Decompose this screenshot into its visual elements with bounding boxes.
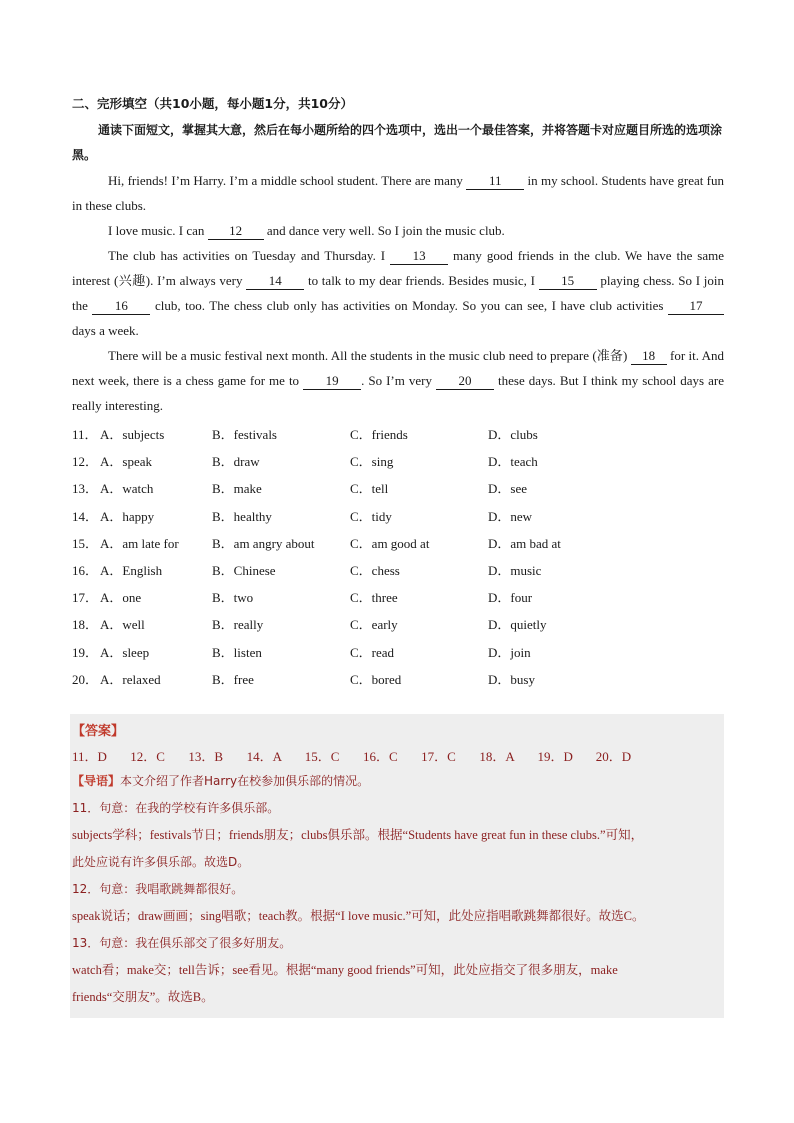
- option-c: C．three: [350, 590, 398, 606]
- option-c: C．tidy: [350, 508, 392, 524]
- passage-paragraph-3: [72, 243, 724, 343]
- option-c: C．bored: [350, 671, 402, 687]
- option-a: A．relaxed: [100, 671, 161, 687]
- option-row: [72, 583, 724, 610]
- question-number: 20．: [72, 671, 99, 687]
- option-row: [72, 420, 724, 447]
- option-row: [72, 638, 724, 665]
- option-b: B．listen: [212, 644, 262, 660]
- blank-12: 12: [208, 223, 264, 240]
- section-heading: 二、完形填空（共10小题，每小题1分，共10分）: [72, 96, 353, 111]
- option-c: C．tell: [350, 481, 389, 497]
- option-c: C．am good at: [350, 535, 430, 551]
- blank-13: 13: [390, 248, 448, 265]
- answer-key: 12．C: [130, 749, 165, 764]
- answer-panel: [70, 714, 724, 1018]
- answer-key: 14．A: [246, 749, 282, 764]
- answer-title: 【答案】: [72, 724, 125, 739]
- option-b: B．two: [212, 590, 254, 606]
- exam-section: [72, 94, 724, 692]
- answer-key: 17．C: [421, 749, 456, 764]
- question-number: 12．: [72, 454, 99, 470]
- section-instruction: 通读下面短文，掌握其大意，然后在每小题所给的四个选项中，选出一个最佳答案，并将答题卡对应题目所选的选项涂黑。: [72, 123, 723, 162]
- option-a: A．sleep: [100, 644, 150, 660]
- passage-text: I love music. I can: [108, 223, 208, 238]
- option-d: D．teach: [488, 454, 538, 470]
- passage-text: days a week.: [72, 323, 139, 338]
- answer-key: 13．B: [188, 749, 224, 764]
- question-number: 17．: [72, 590, 99, 606]
- passage-paragraph-2: [72, 218, 724, 243]
- option-d: D．see: [488, 481, 527, 497]
- question-number: 16．: [72, 563, 99, 579]
- option-row: [72, 474, 724, 501]
- question-number: 18．: [72, 617, 99, 633]
- option-c: C．friends: [350, 427, 408, 443]
- passage-text: many good friends in the club. We have the same interest (兴趣). I’m always very: [72, 248, 724, 288]
- passage-text: . So I’m very: [361, 373, 436, 388]
- passage-text: these days. But I think my school days are really interesting.: [72, 373, 724, 413]
- option-a: A．one: [100, 590, 142, 606]
- answer-key: 18．A: [479, 749, 515, 764]
- question-number: 13．: [72, 481, 99, 497]
- option-row: [72, 556, 724, 583]
- guide-tag: 【导语】: [72, 774, 121, 788]
- passage-text: There will be a music festival next month. All the students in the music club need to prepare (准备): [108, 348, 631, 363]
- passage-text: to talk to my dear friends. Besides music, I: [304, 273, 539, 288]
- explanation-13-line-2: friends“交朋友”。故选B。: [72, 990, 214, 1004]
- passage-text: Hi, friends! I’m Harry. I’m a middle school student. There are many: [108, 173, 467, 188]
- explanation-title-12: 12．句意：我唱歌跳舞都很好。: [72, 882, 244, 896]
- option-a: A．speak: [100, 454, 152, 470]
- option-a: A．English: [100, 563, 163, 579]
- passage-text: club, too. The chess club only has activities on Monday. So you can see, I have club activities: [150, 298, 668, 313]
- passage-paragraph-1: [72, 168, 724, 218]
- explanation-13-line-1: watch看；make交；tell告诉；see看见。根据“many good friends”可知，此处应指交了很多朋友，make: [72, 963, 618, 977]
- blank-19: 19: [303, 373, 361, 390]
- answer-key: 16．C: [362, 749, 398, 764]
- option-a: A．am late for: [100, 535, 179, 551]
- option-b: B．draw: [212, 454, 260, 470]
- option-b: B．free: [212, 671, 254, 687]
- passage-text: and dance very well. So I join the music club.: [263, 223, 505, 238]
- option-row: [72, 529, 724, 556]
- question-number: 14．: [72, 508, 99, 524]
- option-a: A．happy: [100, 508, 155, 524]
- explanation-12-line-1: speak说话；draw画画；sing唱歌；teach教。根据“I love music.”可知，此处应指唱歌跳舞都很好。故选C。: [72, 909, 645, 923]
- option-b: B．healthy: [212, 508, 272, 524]
- blank-14: 14: [246, 273, 304, 290]
- option-d: D．quietly: [488, 617, 547, 633]
- option-d: D．four: [488, 590, 533, 606]
- passage-text: for it. And next week, there is a chess game for me to: [72, 348, 724, 388]
- explanation-title-11: 11．句意：在我的学校有许多俱乐部。: [72, 801, 280, 815]
- answer-keys: [72, 746, 654, 765]
- option-c: C．early: [350, 617, 398, 633]
- option-b: B．festivals: [212, 427, 277, 443]
- option-d: D．music: [488, 563, 542, 579]
- passage-text: in my school. Students have great fun in these clubs.: [72, 173, 724, 213]
- option-a: A．well: [100, 617, 145, 633]
- answer-key: 20．D: [595, 749, 632, 764]
- guide-text: 本文介绍了作者Harry在校参加俱乐部的情况。: [120, 774, 370, 788]
- option-row: [72, 610, 724, 637]
- passage-text: playing chess. So I join the: [72, 273, 725, 313]
- option-b: B．make: [212, 481, 262, 497]
- option-row: [72, 502, 724, 529]
- option-b: B．really: [212, 617, 264, 633]
- option-d: D．new: [488, 508, 533, 524]
- option-d: D．am bad at: [488, 535, 561, 551]
- passage-text: The club has activities on Tuesday and Thursday. I: [108, 248, 391, 263]
- blank-17: 17: [668, 298, 724, 315]
- blank-18: 18: [631, 348, 667, 365]
- guide-line: [72, 768, 724, 795]
- option-row: [72, 665, 724, 692]
- explanation-title-13: 13．句意：我在俱乐部交了很多好朋友。: [72, 936, 292, 950]
- option-a: A．subjects: [100, 427, 165, 443]
- question-number: 11．: [72, 427, 98, 443]
- passage-paragraph-4: [72, 343, 724, 418]
- blank-15: 15: [539, 273, 597, 290]
- option-d: D．join: [488, 644, 531, 660]
- option-b: B．am angry about: [212, 535, 315, 551]
- option-row: [72, 447, 724, 474]
- question-number: 15．: [72, 535, 99, 551]
- blank-16: 16: [92, 298, 150, 315]
- cloze-passage: [72, 168, 724, 418]
- answer-key: 19．D: [537, 749, 573, 764]
- blank-11: 11: [466, 173, 524, 190]
- explanation-11-line-1: subjects学科；festivals节日；friends朋友；clubs俱乐部。根据“Students have great fun in these clubs.”可知，: [72, 828, 644, 842]
- option-c: C．sing: [350, 454, 394, 470]
- option-b: B．Chinese: [212, 563, 276, 579]
- options-list: [72, 420, 724, 692]
- option-d: D．clubs: [488, 427, 538, 443]
- option-a: A．watch: [100, 481, 154, 497]
- option-d: D．busy: [488, 671, 535, 687]
- option-c: C．read: [350, 644, 395, 660]
- question-number: 19．: [72, 644, 99, 660]
- option-c: C．chess: [350, 563, 400, 579]
- answer-key: 15．C: [304, 749, 340, 764]
- answer-key: 11．D: [72, 749, 107, 764]
- explanation-11-line-2: 此处应说有许多俱乐部。故选D。: [72, 855, 250, 869]
- blank-20: 20: [436, 373, 494, 390]
